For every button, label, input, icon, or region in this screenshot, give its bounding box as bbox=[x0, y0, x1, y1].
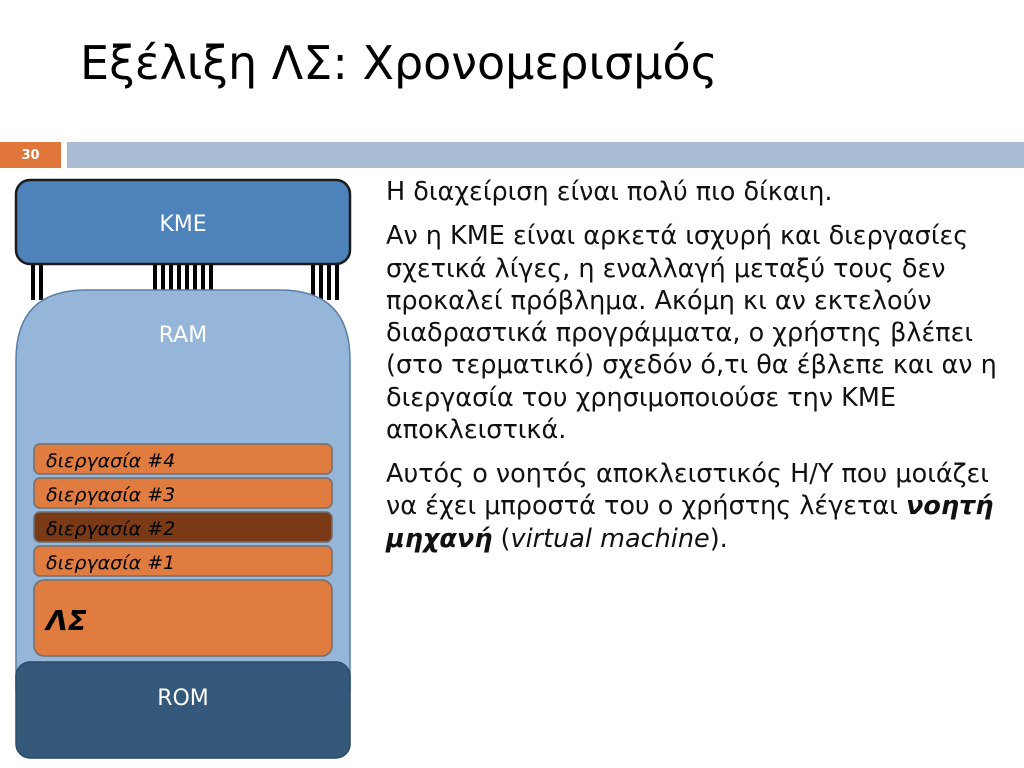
virtual-machine-term: νοητή μηχανή bbox=[386, 491, 994, 554]
slide-number: 30 bbox=[0, 142, 61, 168]
paragraph-1: Η διαχείριση είναι πολύ πιο δίκαιη. bbox=[386, 177, 833, 207]
process-label-2: διεργασία #2 bbox=[46, 518, 176, 540]
paragraph-3-text: Αυτός ο νοητός αποκλειστικός Η/Υ που μοιάζει να έχει μπροστά του ο χρήστης λέγεται bbox=[386, 459, 989, 522]
paragraph-2: Αν η ΚΜΕ είναι αρκετά ισχυρή και διεργασίες σχετικά λίγες, η εναλλαγή μεταξύ τους δεν προκαλεί πρόβλημα. Ακόμη κι αν εκτελούν διαδραστικά προγράμματα, ο χρήστης βλέπει (στο τερματικό) σχεδόν ό,τι θα έβλεπε και αν η διεργασία του χρησιμοποιούσε την ΚΜΕ αποκλειστικά. bbox=[386, 221, 997, 445]
memory-diagram bbox=[0, 170, 370, 768]
body-text bbox=[386, 176, 1016, 567]
os-label: ΛΣ bbox=[46, 604, 87, 637]
cpu-label: KME bbox=[159, 212, 207, 237]
header-rule bbox=[67, 142, 1024, 168]
paragraph-3 bbox=[386, 458, 1016, 555]
process-label-3: διεργασία #3 bbox=[46, 484, 176, 506]
ram-label: RAM bbox=[158, 323, 208, 348]
paren-open: ( bbox=[492, 523, 511, 554]
rom-label: ROM bbox=[157, 686, 209, 711]
virtual-machine-english: virtual machine bbox=[510, 523, 710, 554]
process-label-1: διεργασία #1 bbox=[46, 552, 176, 574]
process-label-4: διεργασία #4 bbox=[46, 450, 176, 472]
paren-close: ). bbox=[709, 523, 728, 554]
slide-title: Εξέλιξη ΛΣ: Χρονομερισμός bbox=[80, 36, 718, 90]
